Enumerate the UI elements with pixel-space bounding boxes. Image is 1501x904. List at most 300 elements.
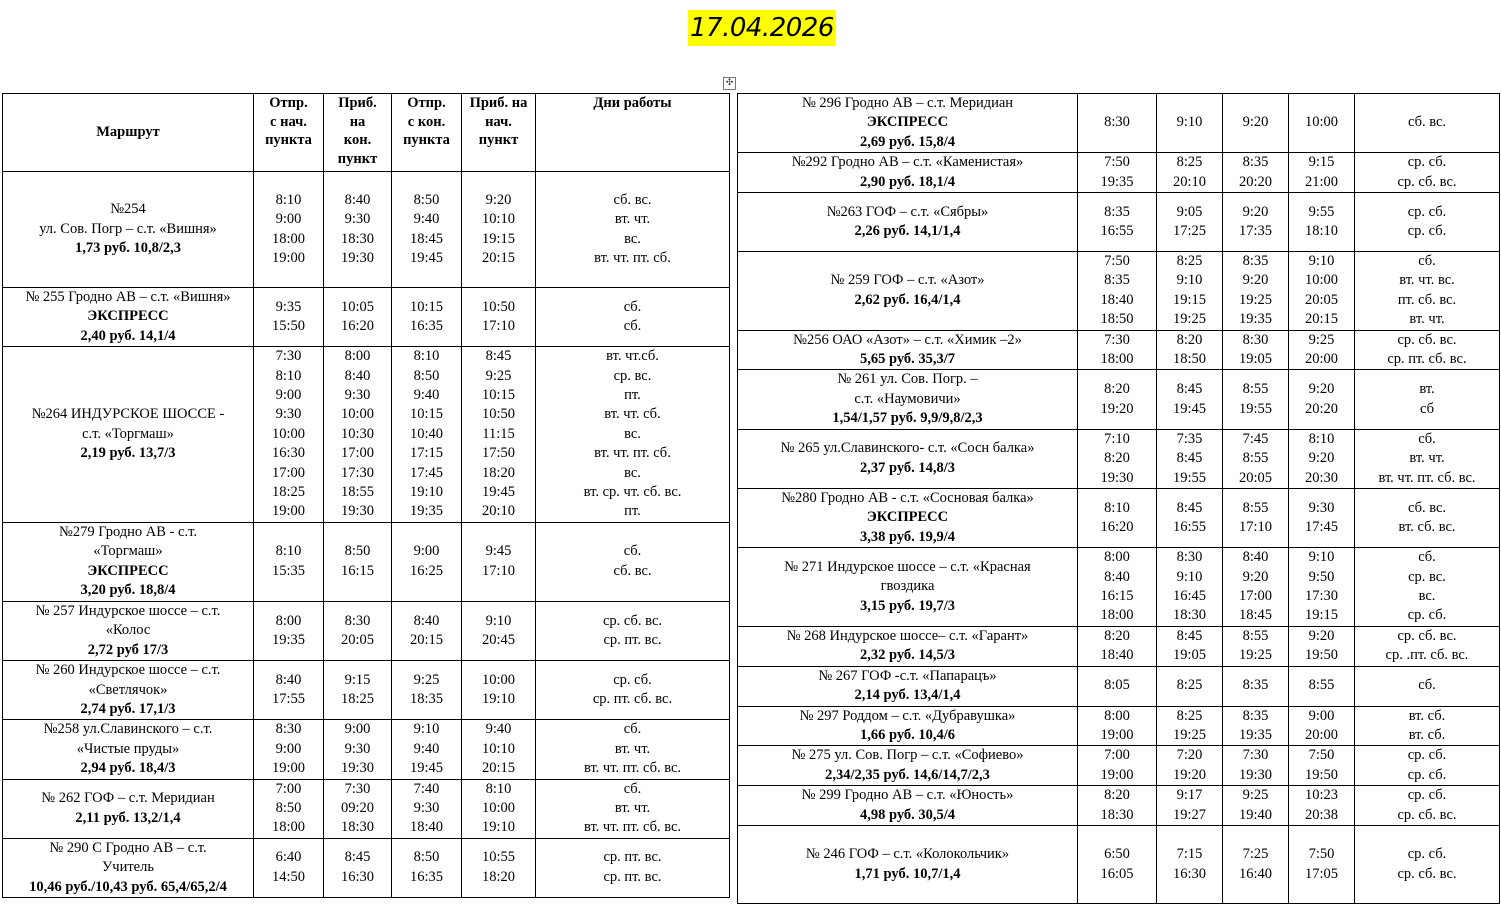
time-value: 8:40 — [275, 671, 302, 688]
arrival-start-times-cell — [1289, 548, 1355, 627]
time-value: 9:35 — [275, 298, 302, 315]
time-value: 19:25 — [1238, 647, 1273, 664]
working-days-cell — [1355, 252, 1500, 331]
arrival-start-times-cell — [1289, 429, 1355, 488]
time-value: 19:20 — [1100, 400, 1134, 417]
days-value: ср. сб. вс. — [1397, 865, 1457, 882]
departure-end-times-cell — [1223, 488, 1289, 547]
time-value: 17:10 — [481, 562, 516, 579]
arrival-start-times-cell — [1289, 370, 1355, 429]
time-value: 18:35 — [409, 691, 444, 708]
time-value: 16:30 — [1172, 865, 1207, 882]
time-value: 9:25 — [1308, 331, 1335, 348]
departure-end-times-cell — [392, 522, 462, 601]
arrival-end-times-cell — [1157, 193, 1223, 252]
time-value: 19:15 — [481, 230, 516, 247]
time-value: 10:40 — [409, 425, 444, 442]
time-value: 10:00 — [1304, 272, 1339, 289]
days-value: ср. сб. вс. — [1397, 806, 1457, 823]
time-value: 7:10 — [1104, 430, 1130, 447]
time-value: 20:10 — [1172, 173, 1207, 190]
arrival-start-times-cell — [1289, 666, 1355, 706]
time-value: 19:55 — [1238, 400, 1273, 417]
time-value: 8:45 — [485, 348, 512, 365]
days-value: ср. сб. — [1407, 223, 1447, 240]
route-fare: 1,71 руб. 10,7/1,4 — [854, 865, 961, 882]
days-value: ср. пт. сб. вс. — [592, 691, 673, 708]
time-value: 19:45 — [481, 484, 516, 501]
working-days-cell — [1355, 488, 1500, 547]
days-value: сб. — [623, 721, 642, 738]
time-value: 20:15 — [1304, 311, 1339, 328]
time-value: 7:50 — [1104, 154, 1130, 171]
time-value: 19:30 — [340, 249, 375, 266]
route-name: № 259 ГОФ – с.т. «Азот» — [830, 272, 985, 289]
time-value: 11:15 — [482, 425, 515, 442]
time-value: 17:10 — [1238, 519, 1273, 536]
days-value: сб. — [1418, 549, 1436, 566]
time-value: 7:30 — [1104, 331, 1130, 348]
route-name: № 275 ул. Сов. Погр – с.т. «Софиево» — [791, 747, 1024, 764]
arrival-start-times-cell — [1289, 488, 1355, 547]
route-name: №292 Гродно АВ – с.т. «Каменистая» — [791, 154, 1024, 171]
time-value: 8:50 — [413, 367, 440, 384]
working-days-cell — [1355, 153, 1500, 193]
time-value: 10:23 — [1304, 787, 1339, 804]
time-value: 7:00 — [1104, 747, 1130, 764]
time-value: 17:30 — [340, 464, 375, 481]
route-fare: 2,32 руб. 14,5/3 — [859, 647, 956, 664]
departure-start-times-cell — [254, 720, 324, 779]
time-value: 8:35 — [1242, 154, 1269, 171]
route-fare: 2,40 руб. 14,1/4 — [80, 327, 176, 344]
time-value: 7:20 — [1176, 747, 1203, 764]
route-fare: 1,66 руб. 10,4/6 — [859, 726, 956, 743]
time-value: 18:25 — [340, 691, 375, 708]
header-line: кон. — [343, 132, 372, 148]
departure-end-times-cell — [1223, 786, 1289, 826]
departure-start-times-cell — [254, 779, 324, 838]
days-value: ср. сб. — [1407, 154, 1447, 171]
time-value: 16:55 — [1172, 519, 1207, 536]
route-fare: 2,19 руб. 13,7/3 — [80, 445, 176, 462]
route-name: с.т. «Торгмаш» — [82, 425, 174, 442]
time-value: 6:50 — [1104, 846, 1130, 863]
arrival-start-times-cell — [462, 661, 536, 720]
departure-end-times-cell — [392, 288, 462, 347]
time-value: 8:00 — [344, 348, 371, 365]
route-name: №280 Гродно АВ - с.т. «Сосновая балка» — [781, 489, 1034, 506]
time-value: 18:50 — [1172, 351, 1207, 368]
time-value: 19:45 — [409, 760, 444, 777]
time-value: 15:50 — [271, 318, 306, 335]
time-value: 10:10 — [481, 740, 516, 757]
route-cell — [3, 522, 254, 601]
days-value: ср. сб. — [1407, 766, 1447, 783]
time-value: 18:45 — [409, 230, 444, 247]
route-row — [738, 548, 1500, 627]
time-value: 16:05 — [1100, 865, 1134, 882]
days-value: сб. — [623, 298, 642, 315]
time-value: 20:15 — [409, 631, 444, 648]
route-cell — [738, 666, 1078, 706]
arrival-end-times-cell — [324, 720, 392, 779]
route-row — [738, 786, 1500, 826]
time-value: 8:55 — [1242, 499, 1269, 516]
days-value: вт. чт. — [614, 799, 651, 816]
arrival-start-times-cell — [1289, 706, 1355, 746]
time-value: 7:50 — [1104, 253, 1130, 270]
route-row — [3, 601, 730, 660]
departure-start-times-cell — [1078, 548, 1157, 627]
time-value: 7:35 — [1176, 430, 1203, 447]
time-value: 18:30 — [340, 819, 375, 836]
route-fare: 3,38 руб. 19,9/4 — [859, 528, 956, 545]
header-days: Дни работы — [536, 94, 730, 172]
time-value: 8:25 — [1176, 253, 1203, 270]
time-value: 9:30 — [1308, 499, 1335, 516]
arrival-end-times-cell — [1157, 706, 1223, 746]
time-value: 8:30 — [344, 612, 371, 629]
schedule-body-right — [738, 94, 1500, 904]
route-cell — [3, 661, 254, 720]
time-value: 8:50 — [275, 799, 302, 816]
time-value: 8:10 — [275, 367, 302, 384]
route-cell — [3, 172, 254, 288]
time-value: 19:10 — [409, 484, 444, 501]
time-value: 16:15 — [340, 562, 375, 579]
route-row — [3, 522, 730, 601]
time-value: 15:35 — [271, 562, 306, 579]
time-value: 8:10 — [485, 780, 512, 797]
time-value: 8:25 — [1176, 677, 1203, 694]
time-value: 9:15 — [1308, 154, 1335, 171]
departure-end-times-cell — [1223, 746, 1289, 786]
route-fare: 2,34/2,35 руб. 14,6/14,7/2,3 — [825, 766, 990, 783]
header-line: пункт — [337, 150, 378, 167]
header-dep-end — [392, 94, 462, 172]
header-line: с кон. — [407, 113, 446, 130]
arrival-start-times-cell — [1289, 786, 1355, 826]
days-value: сб. — [623, 543, 642, 560]
route-name: №254 — [110, 201, 146, 218]
days-value: ср. пт. вс. — [603, 631, 662, 648]
header-line: нач. — [485, 113, 512, 130]
days-value: вт. — [1419, 381, 1435, 398]
time-value: 19:20 — [1172, 766, 1207, 783]
working-days-cell — [536, 601, 730, 660]
time-value: 9:10 — [485, 612, 512, 629]
route-cell — [738, 826, 1078, 904]
time-value: 9:25 — [1242, 787, 1269, 804]
time-value: 20:15 — [481, 760, 516, 777]
route-fare: 2,69 руб. 15,8/4 — [859, 133, 956, 150]
departure-start-times-cell — [1078, 826, 1157, 904]
time-value: 8:40 — [413, 612, 440, 629]
departure-start-times-cell — [254, 838, 324, 897]
arrival-start-times-cell — [462, 601, 536, 660]
time-value: 9:25 — [485, 367, 512, 384]
time-value: 16:40 — [1238, 865, 1273, 882]
time-value: 19:10 — [481, 691, 516, 708]
route-row — [3, 172, 730, 288]
route-fare: 2,72 руб 17/3 — [87, 641, 169, 658]
time-value: 19:10 — [481, 819, 516, 836]
route-name: «Чистые пруды» — [76, 740, 180, 757]
time-value: 21:00 — [1304, 173, 1339, 190]
departure-end-times-cell — [1223, 193, 1289, 252]
days-value: вт. чт. пт. сб. вс. — [583, 819, 682, 836]
time-value: 8:10 — [275, 191, 302, 208]
time-value: 9:20 — [1308, 450, 1335, 467]
arrival-end-times-cell — [1157, 826, 1223, 904]
time-value: 8:10 — [1308, 430, 1335, 447]
departure-end-times-cell — [392, 838, 462, 897]
time-value: 9:55 — [1308, 203, 1335, 220]
time-value: 20:00 — [1304, 726, 1339, 743]
time-value: 9:30 — [413, 799, 440, 816]
working-days-cell — [536, 661, 730, 720]
days-value: ср. сб. вс. — [603, 612, 662, 629]
time-value: 17:55 — [271, 691, 306, 708]
route-name: № 271 Индурское шоссе – с.т. «Красная — [784, 558, 1031, 575]
time-value: 18:00 — [1100, 351, 1134, 368]
time-value: 10:00 — [481, 799, 516, 816]
time-value: 9:00 — [275, 211, 302, 228]
time-value: 7:30 — [1242, 747, 1269, 764]
schedule-date: 17.04.2026 — [688, 10, 836, 46]
route-cell — [3, 288, 254, 347]
departure-start-times-cell — [254, 347, 324, 523]
header-line: Приб. на — [469, 95, 528, 111]
route-row — [738, 193, 1500, 252]
departure-start-times-cell — [1078, 786, 1157, 826]
departure-end-times-cell — [392, 601, 462, 660]
days-value: ср. сб. — [613, 671, 652, 688]
departure-end-times-cell — [1223, 548, 1289, 627]
time-value: 8:20 — [1104, 450, 1130, 467]
time-value: 19:50 — [1304, 766, 1339, 783]
route-name: № 265 ул.Славинского- с.т. «Сосн балка» — [780, 440, 1035, 457]
route-fare: ЭКСПРЕСС — [87, 562, 169, 579]
days-value: ср. сб. вс. — [1397, 331, 1457, 348]
time-value: 20:05 — [1238, 469, 1273, 486]
days-value: пт. — [624, 503, 641, 520]
time-value: 7:45 — [1242, 430, 1269, 447]
days-value: вс. — [1418, 587, 1436, 604]
days-value: вт. сб. вс. — [1398, 519, 1456, 536]
time-value: 17:30 — [1304, 587, 1339, 604]
time-value: 19:00 — [271, 249, 306, 266]
time-value: 8:35 — [1242, 677, 1269, 694]
time-value: 17:00 — [340, 445, 375, 462]
arrival-end-times-cell — [324, 172, 392, 288]
days-value: сб. вс. — [613, 562, 652, 579]
departure-start-times-cell — [254, 601, 324, 660]
time-value: 8:10 — [275, 543, 302, 560]
working-days-cell — [536, 347, 730, 523]
route-fare: 2,62 руб. 16,4/1,4 — [854, 291, 961, 308]
days-value: сб. — [1418, 677, 1436, 694]
route-cell — [738, 429, 1078, 488]
time-value: 18:00 — [271, 230, 306, 247]
arrival-end-times-cell — [1157, 370, 1223, 429]
days-value: вт. чт. вс. — [1399, 272, 1455, 289]
time-value: 19:15 — [1304, 607, 1339, 624]
route-row — [3, 347, 730, 523]
time-value: 16:15 — [1100, 587, 1134, 604]
days-value: ср. вс. — [1408, 568, 1446, 585]
arrival-end-times-cell — [1157, 94, 1223, 153]
arrival-start-times-cell — [462, 779, 536, 838]
time-value: 9:40 — [485, 721, 512, 738]
time-value: 9:10 — [1176, 114, 1203, 131]
departure-end-times-cell — [392, 720, 462, 779]
time-value: 17:35 — [1238, 223, 1273, 240]
days-value: сб. — [1418, 253, 1436, 270]
time-value: 8:00 — [1104, 549, 1130, 566]
arrival-end-times-cell — [324, 601, 392, 660]
arrival-end-times-cell — [1157, 330, 1223, 370]
route-name: № 267 ГОФ -с.т. «Папарацъ» — [818, 667, 997, 684]
header-arr-start — [462, 94, 536, 172]
route-name: «Торгмаш» — [93, 543, 163, 560]
route-row — [3, 288, 730, 347]
time-value: 9:20 — [485, 191, 512, 208]
time-value: 10:00 — [1304, 114, 1339, 131]
days-value: вт. чт.сб. — [606, 348, 659, 365]
time-value: 17:15 — [409, 445, 444, 462]
time-value: 7:50 — [1308, 846, 1335, 863]
time-value: 17:45 — [409, 464, 444, 481]
time-value: 20:00 — [1304, 351, 1339, 368]
departure-start-times-cell — [254, 661, 324, 720]
days-value: ср. сб. — [1407, 203, 1447, 220]
time-value: 9:10 — [413, 721, 440, 738]
arrival-end-times-cell — [1157, 548, 1223, 627]
time-value: 18:00 — [271, 819, 306, 836]
time-value: 9:30 — [344, 211, 371, 228]
route-fare: 1,54/1,57 руб. 9,9/9,8/2,3 — [832, 410, 983, 427]
time-value: 18:10 — [1304, 223, 1339, 240]
route-name: №258 ул.Славинского – с.т. — [43, 721, 213, 738]
time-value: 9:10 — [1176, 568, 1203, 585]
time-value: 19:35 — [1238, 726, 1273, 743]
time-value: 19:35 — [1100, 173, 1134, 190]
time-value: 8:35 — [1104, 203, 1130, 220]
time-value: 19:30 — [340, 760, 375, 777]
route-row — [738, 666, 1500, 706]
time-value: 16:30 — [340, 868, 375, 885]
route-fare: 10,46 руб./10,43 руб. 65,4/65,2/4 — [29, 878, 227, 895]
route-row — [738, 706, 1500, 746]
days-value: вт. чт. — [614, 211, 651, 228]
route-fare: 3,20 руб. 18,8/4 — [80, 582, 176, 599]
time-value: 9:00 — [1308, 707, 1335, 724]
route-fare: ЭКСПРЕСС — [866, 509, 949, 526]
time-value: 8:45 — [1176, 450, 1203, 467]
route-row — [738, 429, 1500, 488]
departure-end-times-cell — [1223, 252, 1289, 331]
route-name: №256 ОАО «Азот» – с.т. «Химик –2» — [793, 331, 1022, 348]
route-cell — [738, 706, 1078, 746]
route-cell — [3, 347, 254, 523]
days-value: ср. сб. вс. — [1397, 627, 1457, 644]
arrival-end-times-cell — [324, 779, 392, 838]
time-value: 19:50 — [1304, 647, 1339, 664]
departure-start-times-cell — [1078, 153, 1157, 193]
time-value: 9:20 — [1242, 114, 1269, 131]
time-value: 8:55 — [1242, 627, 1269, 644]
departure-end-times-cell — [1223, 330, 1289, 370]
route-row — [738, 370, 1500, 429]
days-value: ср. сб. вс. — [1397, 173, 1457, 190]
route-cell — [738, 193, 1078, 252]
time-value: 9:20 — [1308, 627, 1335, 644]
days-value: пт. — [624, 387, 641, 404]
route-name: № 255 Гродно АВ – с.т. «Вишня» — [25, 289, 231, 305]
schedule-table-left — [2, 93, 730, 898]
departure-end-times-cell — [392, 172, 462, 288]
time-value: 9:17 — [1176, 787, 1203, 804]
departure-end-times-cell — [1223, 666, 1289, 706]
time-value: 19:05 — [1238, 351, 1273, 368]
arrival-start-times-cell — [462, 720, 536, 779]
route-cell — [738, 626, 1078, 666]
time-value: 9:00 — [275, 740, 302, 757]
route-name: №264 ИНДУРСКОЕ ШОССЕ - — [31, 406, 225, 423]
departure-start-times-cell — [1078, 706, 1157, 746]
time-value: 9:10 — [1176, 272, 1203, 289]
header-line: Отпр. — [269, 95, 308, 111]
time-value: 18:40 — [1100, 291, 1134, 308]
departure-start-times-cell — [254, 522, 324, 601]
route-fare: ЭКСПРЕСС — [87, 308, 169, 325]
working-days-cell — [1355, 330, 1500, 370]
time-value: 19:30 — [1238, 766, 1273, 783]
time-value: 9:40 — [413, 387, 440, 404]
time-value: 8:20 — [1176, 331, 1203, 348]
schedule-table-right — [737, 93, 1500, 904]
time-value: 09:20 — [340, 799, 375, 816]
route-fare: 2,94 руб. 18,4/3 — [80, 760, 176, 777]
time-value: 17:00 — [271, 464, 306, 481]
time-value: 8:55 — [1242, 381, 1269, 398]
working-days-cell — [1355, 746, 1500, 786]
route-name: ул. Сов. Погр – с.т. «Вишня» — [39, 220, 217, 237]
time-value: 9:25 — [413, 671, 440, 688]
route-row — [738, 826, 1500, 904]
departure-start-times-cell — [1078, 488, 1157, 547]
route-fare: 2,11 руб. 13,2/1,4 — [75, 809, 181, 826]
departure-start-times-cell — [1078, 626, 1157, 666]
time-value: 20:10 — [481, 503, 516, 520]
departure-end-times-cell — [1223, 826, 1289, 904]
table-move-handle-icon[interactable]: ✣ — [723, 77, 736, 90]
route-fare: 1,73 руб. 10,8/2,3 — [75, 240, 181, 257]
arrival-start-times-cell — [1289, 153, 1355, 193]
time-value: 8:10 — [1104, 499, 1130, 516]
route-cell — [738, 94, 1078, 153]
days-value: сб. вс. — [1407, 499, 1447, 516]
arrival-start-times-cell — [462, 172, 536, 288]
time-value: 8:45 — [344, 849, 371, 866]
time-value: 17:05 — [1304, 865, 1339, 882]
header-line: с нач. — [270, 113, 307, 130]
time-value: 20:45 — [481, 631, 516, 648]
route-fare: 2,14 руб. 13,4/1,4 — [854, 687, 961, 704]
time-value: 7:25 — [1242, 846, 1269, 863]
